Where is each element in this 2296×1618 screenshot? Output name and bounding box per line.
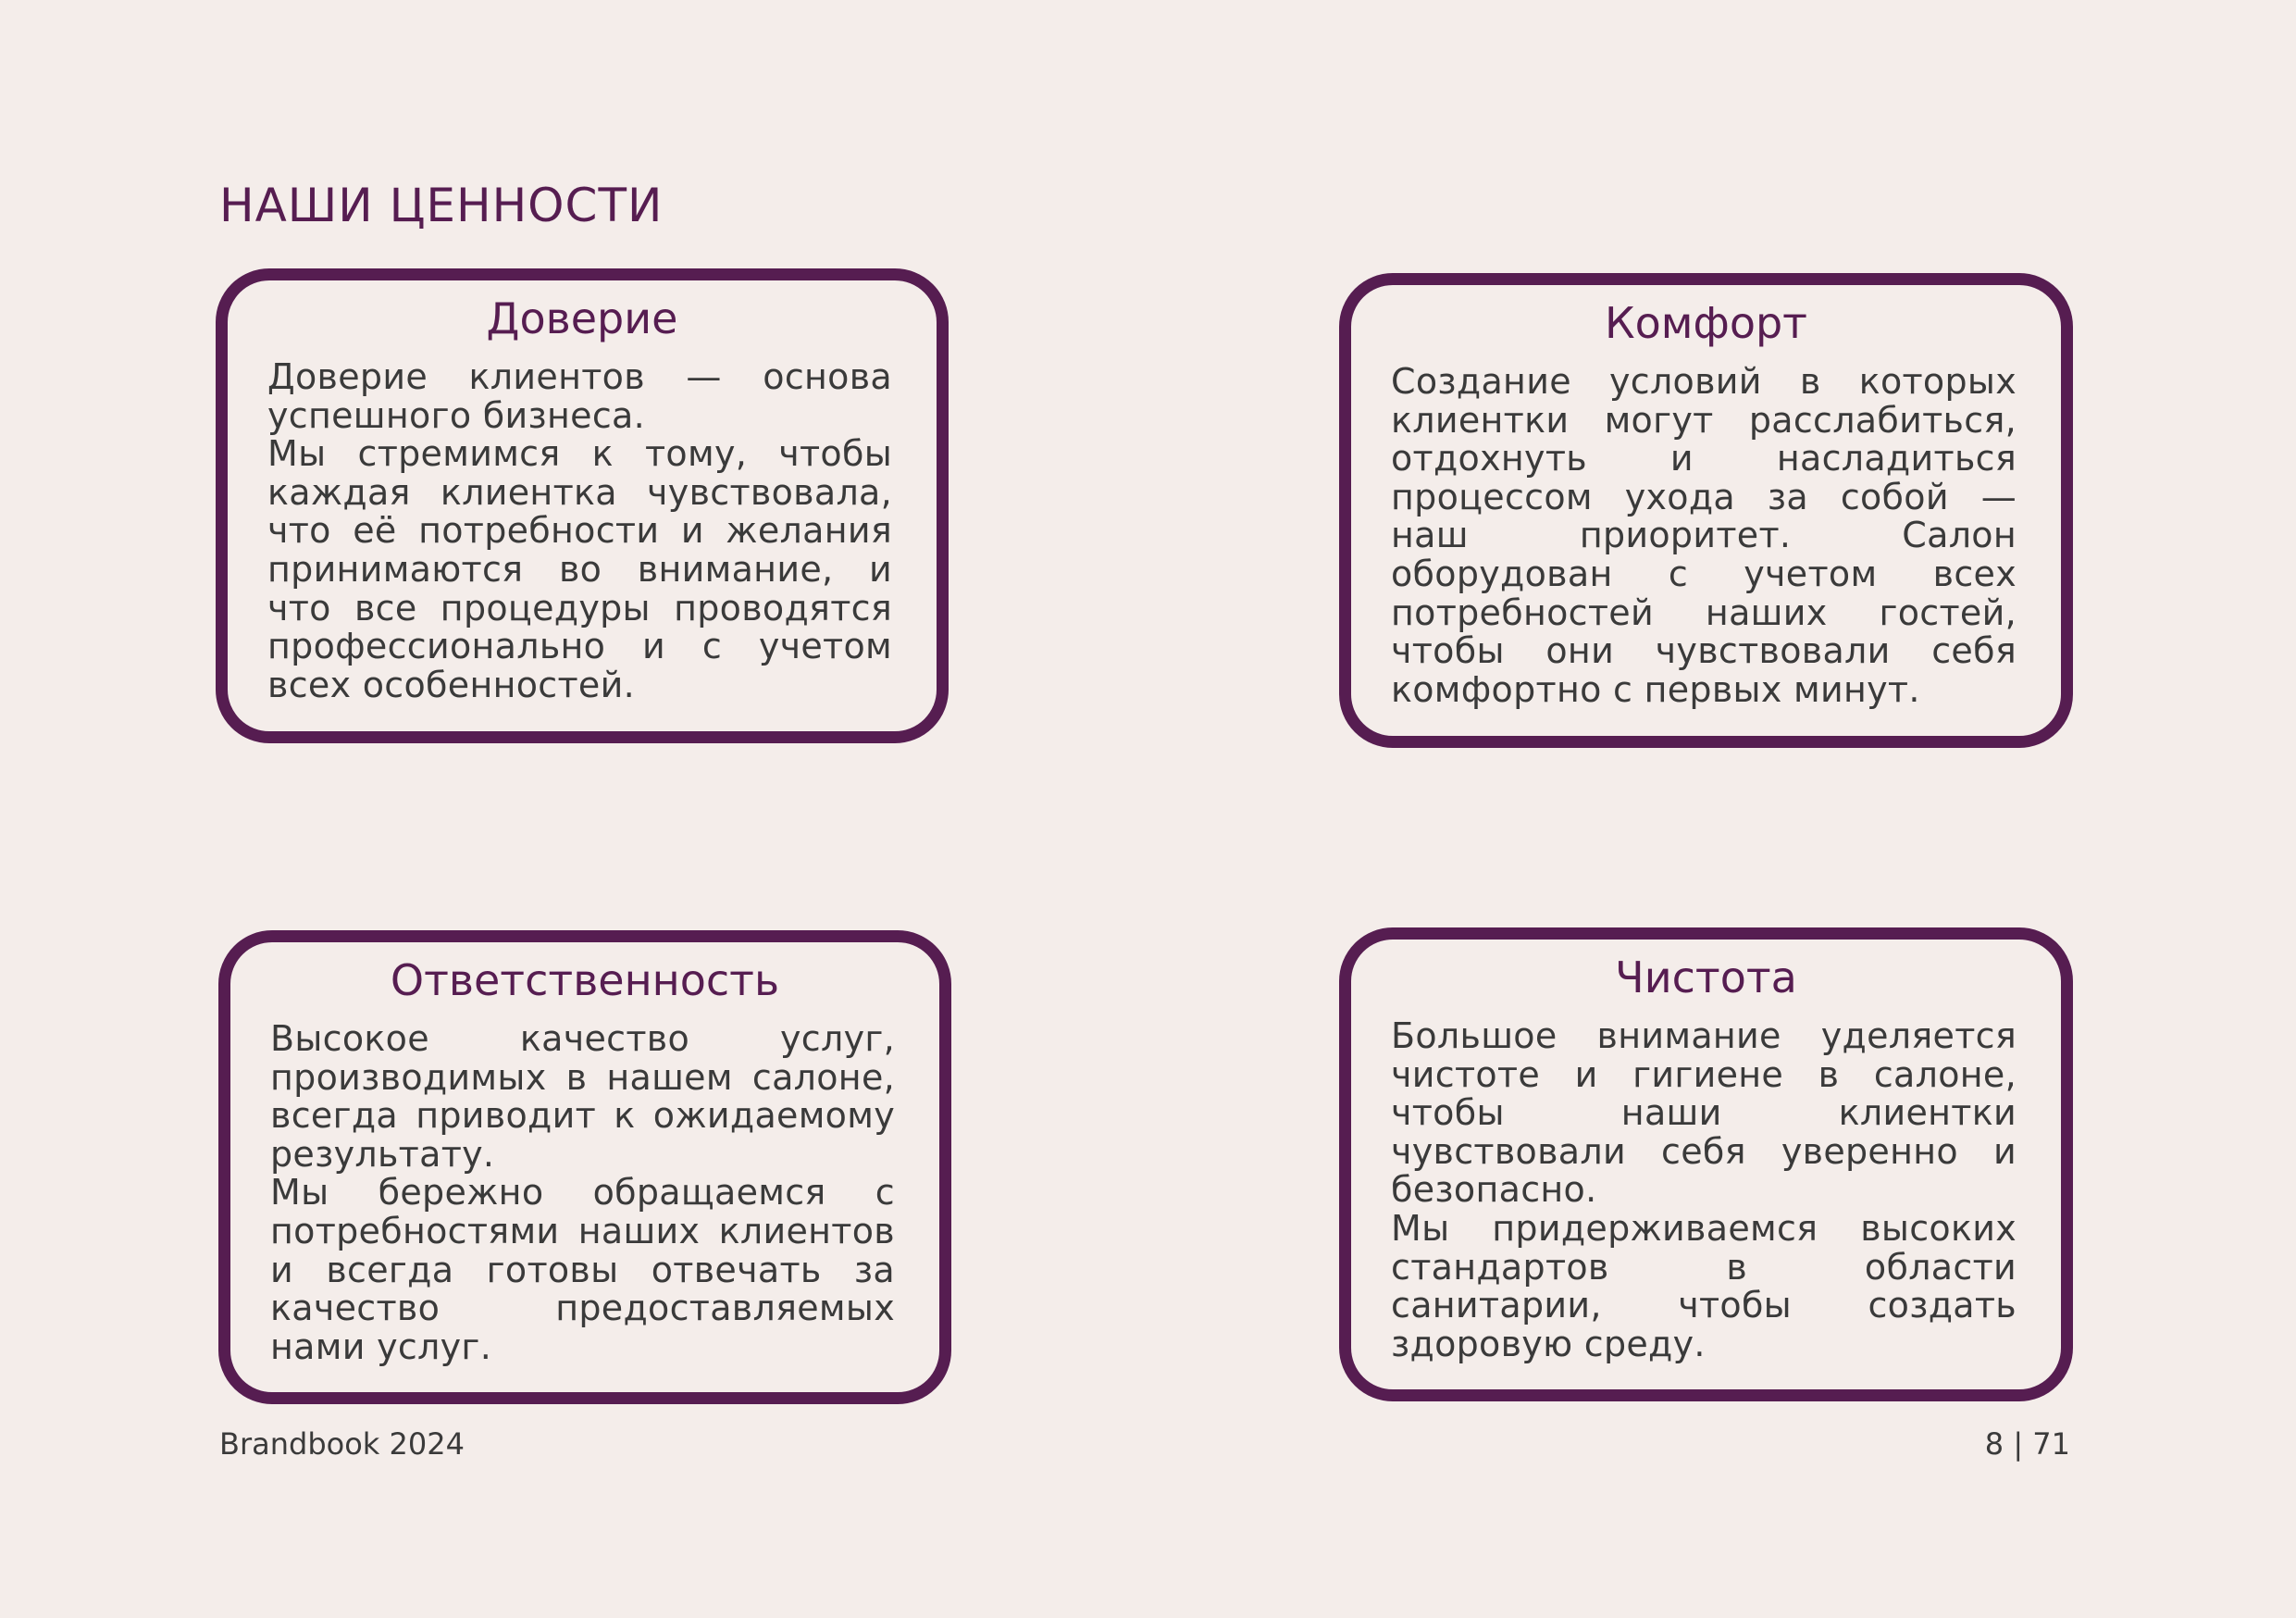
value-card-cleanliness xyxy=(1339,927,2073,1401)
card-paragraph: Высокое качество услуг, производимых в нашем салоне, всегда приводит к ожидаемому результату. xyxy=(270,1018,895,1175)
card-paragraph: Большое внимание уделяется чистоте и гигиене в салоне, чтобы наши клиентки чувствовали себя уверенно и безопасно. xyxy=(1391,1015,2017,1211)
card-paragraph: Доверие клиентов — основа успешного бизнеса. xyxy=(267,356,892,436)
card-paragraph: Мы придерживаемся высоких стандартов в области санитарии, чтобы создать здоровую среду. xyxy=(1391,1207,2017,1364)
card-title: Комфорт xyxy=(1605,298,1807,348)
card-body xyxy=(1391,363,2017,709)
card-paragraph: Мы стремимся к тому, чтобы каждая клиентка чувствовала, что её потребности и желания принимаются во внимание, и что все процедуры проводятся профессионально и с учетом всех особенностей. xyxy=(267,433,892,705)
card-title: Доверие xyxy=(486,293,678,343)
value-card-responsibility xyxy=(218,930,951,1404)
value-card-trust xyxy=(216,268,949,743)
card-body xyxy=(267,358,892,704)
page-number: 8 | 71 xyxy=(1984,1426,2070,1462)
value-card-comfort xyxy=(1339,273,2073,748)
card-paragraph: Мы бережно обращаемся с потребностями наших клиентов и всегда готовы отвечать за качество предоставляемых нами услуг. xyxy=(270,1172,895,1367)
page-title: НАШИ ЦЕННОСТИ xyxy=(219,178,664,232)
card-title: Ответственность xyxy=(390,955,780,1005)
footer-brand-label: Brandbook 2024 xyxy=(219,1426,465,1462)
card-paragraph: Создание условий в которых клиентки могут расслабиться, отдохнуть и насладиться процессом ухода за собой — наш приоритет. Салон оборудован с учетом всех потребностей наших гостей, чтобы они чувствовали себя комфортно с первых минут. xyxy=(1391,361,2017,710)
card-body xyxy=(1391,1017,2017,1363)
card-body xyxy=(270,1020,895,1366)
card-title: Чистота xyxy=(1615,952,1797,1002)
